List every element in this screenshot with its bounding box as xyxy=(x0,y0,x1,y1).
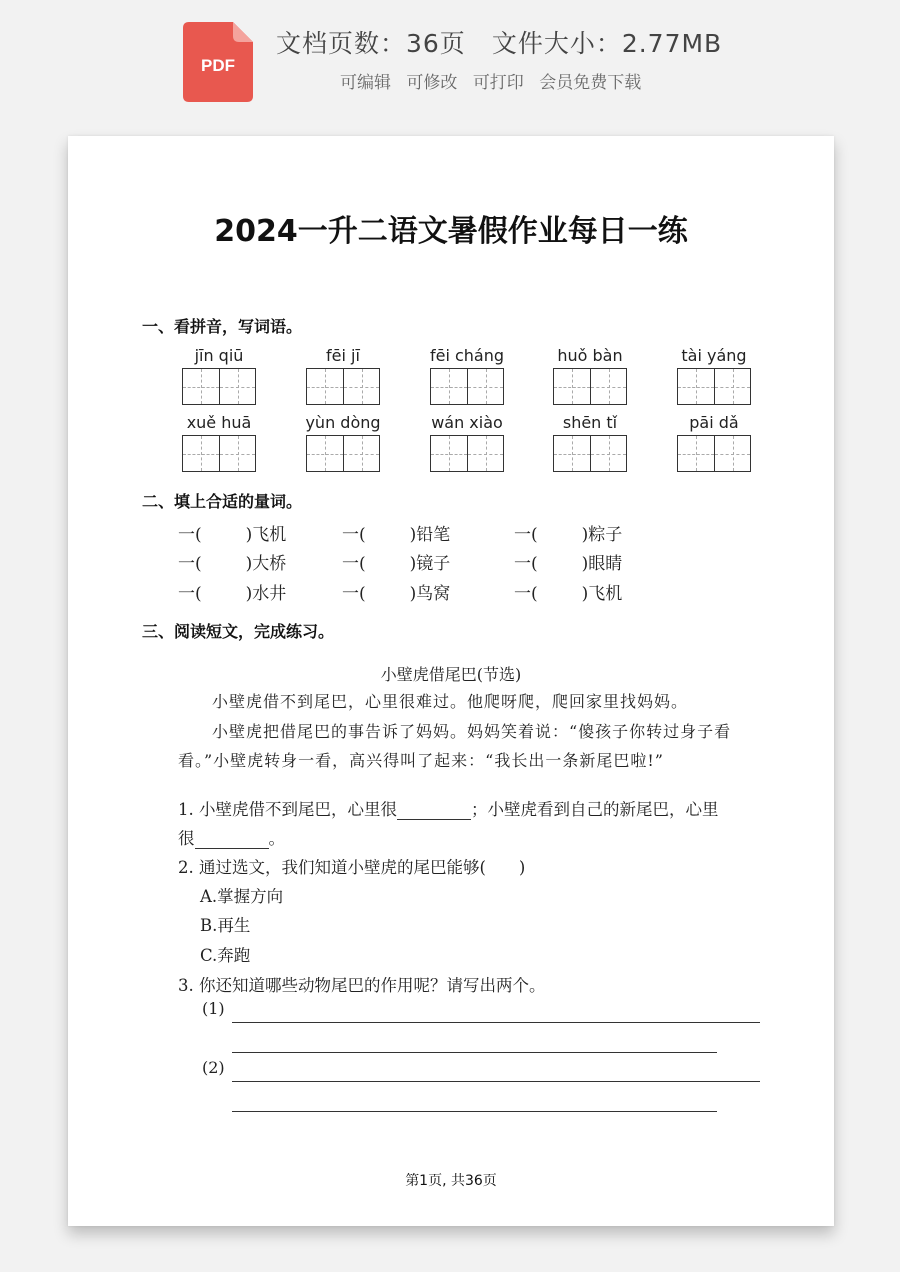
answer-line[interactable] xyxy=(232,1022,760,1023)
pinyin-label: pāi dǎ xyxy=(689,413,739,432)
pinyin-label: jīn qiū xyxy=(194,346,244,365)
section2-heading: 二、填上合适的量词。 xyxy=(142,492,303,511)
document-page xyxy=(68,136,834,1226)
passage-title: 小壁虎借尾巴(节选) xyxy=(380,665,522,684)
file-info xyxy=(276,24,722,60)
pinyin-label: wán xiào xyxy=(431,413,503,432)
passage-paragraph: 小壁虎借不到尾巴，心里很难过。他爬呀爬，爬回家里找妈妈。 xyxy=(212,692,689,711)
writing-grid[interactable] xyxy=(430,368,504,405)
measure-word-item: 一( )鸟窝 xyxy=(342,584,451,604)
feature-list xyxy=(340,68,651,93)
section1-heading: 一、看拼音，写词语。 xyxy=(142,317,303,336)
writing-grid[interactable] xyxy=(182,435,256,472)
pinyin-item xyxy=(417,346,517,405)
writing-grid[interactable] xyxy=(677,368,751,405)
passage-paragraph: 小壁虎把借尾巴的事告诉了妈妈。妈妈笑着说：“傻孩子你转过身子看看。”小壁虎转身一看，高兴得叫了起来：“我长出一条新尾巴啦!” xyxy=(178,722,732,770)
writing-grid[interactable] xyxy=(553,368,627,405)
pinyin-label: fēi jī xyxy=(326,346,360,365)
question-1: 1. 小壁虎借不到尾巴，心里很 ；小壁虎看到自己的新尾巴，心里 xyxy=(178,800,719,819)
section3-heading: 三、阅读短文，完成练习。 xyxy=(142,622,335,641)
measure-word-item: 一( )眼睛 xyxy=(514,554,623,574)
question-3: 3. 你还知道哪些动物尾巴的作用呢？请写出两个。 xyxy=(178,976,546,995)
measure-word-item: 一( )飞机 xyxy=(514,584,623,604)
pinyin-item xyxy=(540,346,640,405)
pinyin-item xyxy=(169,413,269,472)
pinyin-item xyxy=(664,346,764,405)
pinyin-item xyxy=(664,413,764,472)
feature-item: 可编辑 xyxy=(340,73,391,93)
pinyin-label: xuě huā xyxy=(186,413,252,432)
answer-blank[interactable] xyxy=(195,831,269,849)
measure-word-item: 一( )镜子 xyxy=(342,554,451,574)
feature-item: 会员免费下载 xyxy=(539,73,642,93)
option-a[interactable]: A.掌握方向 xyxy=(200,887,284,906)
pinyin-item xyxy=(169,346,269,405)
writing-grid[interactable] xyxy=(677,435,751,472)
pinyin-item xyxy=(417,413,517,472)
option-b[interactable]: B.再生 xyxy=(200,916,251,935)
document-title: 2024一升二语文暑假作业每日一练 xyxy=(214,214,688,249)
answer-blank[interactable] xyxy=(397,802,471,820)
question-2: 2. 通过选文，我们知道小壁虎的尾巴能够( ) xyxy=(178,858,526,877)
answer-label: (1) xyxy=(202,999,225,1018)
writing-grid[interactable] xyxy=(182,368,256,405)
measure-word-item: 一( )飞机 xyxy=(178,525,287,545)
pinyin-item xyxy=(293,346,393,405)
feature-item: 可打印 xyxy=(472,73,524,93)
size-info: 文件大小：2.77MB xyxy=(491,29,723,58)
answer-line[interactable] xyxy=(232,1052,717,1053)
feature-item: 可修改 xyxy=(406,73,458,93)
pages-info: 文档页数：36页 xyxy=(276,29,466,58)
answer-line[interactable] xyxy=(232,1111,717,1112)
pinyin-label: fēi cháng xyxy=(429,346,505,365)
measure-word-item: 一( )水井 xyxy=(178,584,287,604)
pinyin-item xyxy=(293,413,393,472)
measure-word-item: 一( )铅笔 xyxy=(342,525,451,545)
answer-line[interactable] xyxy=(232,1081,760,1082)
option-c[interactable]: C.奔跑 xyxy=(200,946,251,965)
question-1-cont: 很 。 xyxy=(178,829,285,848)
pinyin-label: huǒ bàn xyxy=(557,346,623,365)
pdf-file-icon xyxy=(183,22,253,102)
pinyin-label: yùn dòng xyxy=(305,413,381,432)
page-footer: 第1页, 共36页 xyxy=(405,1173,497,1189)
measure-word-item: 一( )大桥 xyxy=(178,554,287,574)
pinyin-item xyxy=(540,413,640,472)
writing-grid[interactable] xyxy=(306,368,380,405)
writing-grid[interactable] xyxy=(553,435,627,472)
measure-word-item: 一( )粽子 xyxy=(514,525,623,545)
pinyin-label: tài yáng xyxy=(681,346,747,365)
writing-grid[interactable] xyxy=(430,435,504,472)
pdf-badge-text: PDF xyxy=(201,56,235,75)
writing-grid[interactable] xyxy=(306,435,380,472)
pinyin-label: shēn tǐ xyxy=(562,413,618,432)
answer-label: (2) xyxy=(202,1058,225,1077)
